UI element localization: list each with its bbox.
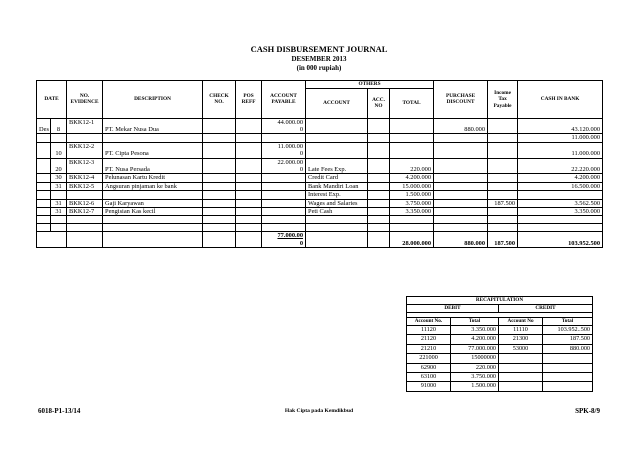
cell-evidence: BKK12-2 xyxy=(67,142,103,158)
cell-day: 30 xyxy=(51,174,67,182)
cell-other-total: 15.000.000 xyxy=(390,182,434,190)
cell-day: 31 xyxy=(51,207,67,215)
cell-evidence: BKK12-4 xyxy=(67,174,103,182)
header-description: DESCRIPTION xyxy=(103,81,203,119)
header-date: DATE xyxy=(37,81,67,119)
header-account-payable: ACCOUNT PAYABLE xyxy=(262,81,306,119)
journal-row xyxy=(37,191,603,199)
cell-other-total: 220.000 xyxy=(390,158,434,174)
blank-row xyxy=(37,224,603,232)
journal-title: CASH DISBURSEMENT JOURNAL xyxy=(250,44,388,54)
header-purchase-discount: PURCHASE DISCOUNT xyxy=(434,81,488,119)
cell-other-total xyxy=(390,118,434,134)
cell-day: 31 xyxy=(51,199,67,207)
footer-page: SPK-8/9 xyxy=(575,407,600,415)
recap-row: 63100 3.750.000 xyxy=(407,373,593,382)
journal-row xyxy=(37,158,603,174)
journal-row xyxy=(37,199,603,207)
header-acc-no: ACC. NO xyxy=(368,88,390,118)
total-discount: 880.000 xyxy=(434,232,488,248)
recap-credit-total-header: Total xyxy=(543,318,593,326)
cell-other-total: 1.500.000 xyxy=(390,191,434,199)
header-pos-reff: POS REFF xyxy=(236,81,262,119)
cell-account xyxy=(306,118,368,134)
header-account: ACCOUNT xyxy=(306,88,368,118)
recap-row: 91000 1.500.000 xyxy=(407,382,593,391)
cell-day: 31 xyxy=(51,182,67,190)
journal-row xyxy=(37,207,603,215)
cell-account-payable: 11.000.00 0 xyxy=(262,142,306,158)
cell-month: Des xyxy=(37,118,51,134)
cell-description: Angsuran pinjaman ke bank xyxy=(103,182,203,190)
footer-code: 6018-P1-13/14 xyxy=(38,407,81,415)
cell-other-total: 3.750.000 xyxy=(390,199,434,207)
recap-row: 62900 220.000 xyxy=(407,363,593,372)
cell-evidence: BKK12-6 xyxy=(67,199,103,207)
recap-row: 21120 4.200.000 21300 187.500 xyxy=(407,335,593,344)
cell-description: PT. Cipta Pesona xyxy=(103,142,203,158)
header-no-evidence: NO. EVIDENCE xyxy=(67,81,103,119)
cash-disbursement-journal-table xyxy=(36,80,603,248)
recap-row: 21210 77.000.000 53000 880.000 xyxy=(407,344,593,353)
cell-evidence: BKK12-5 xyxy=(67,182,103,190)
cell-description: Pelunasan Kartu Kredit xyxy=(103,174,203,182)
journal-row xyxy=(37,118,603,134)
footer-copyright: Hak Cipta pada Kemdikbud xyxy=(284,408,354,414)
cell-cash: 3.562.500 xyxy=(518,199,603,207)
cell-day: 8 xyxy=(51,118,67,134)
cell-day: 20 xyxy=(51,158,67,174)
cell-account: Interest Exp. xyxy=(306,191,368,199)
journal-row xyxy=(37,182,603,190)
cell-evidence: BKK12-3 xyxy=(67,158,103,174)
recap-row: 11120 3.350.000 11110 103.952..500 xyxy=(407,326,593,335)
cell-cash: 11.000.000 xyxy=(518,134,603,142)
cell-cash: 16.500.000 xyxy=(518,182,603,190)
cell-evidence: BKK12-7 xyxy=(67,207,103,215)
recap-row: 221000 15000000 xyxy=(407,354,593,363)
cell-account-payable: 22.000.00 0 xyxy=(262,158,306,174)
recapitulation-table xyxy=(406,296,593,392)
recap-credit: CREDIT xyxy=(499,305,593,313)
journal-row xyxy=(37,142,603,158)
cell-tax xyxy=(488,118,518,134)
totals-row xyxy=(37,232,603,248)
cell-description: PT. Nusa Persada xyxy=(103,158,203,174)
total-cash: 103.952.500 xyxy=(518,232,603,248)
cell-cash: 4.200.000 xyxy=(518,174,603,182)
header-income-tax-payable: Income Tax Payable xyxy=(488,81,518,119)
cell-other-total: 4.200.000 xyxy=(390,174,434,182)
recap-debit: DEBIT xyxy=(407,305,499,313)
journal-unit: (in 000 rupiah) xyxy=(296,64,342,72)
cell-account: Wages and Salaries xyxy=(306,199,368,207)
header-total: TOTAL xyxy=(390,88,434,118)
cell-cash: 11.000.000 xyxy=(518,142,603,158)
cell-cash: 43.120.000 xyxy=(518,118,603,134)
recap-debit-total-header: Total xyxy=(451,318,499,326)
cell-account: Late Fees Exp. xyxy=(306,158,368,174)
cell-evidence: BKK12-1 xyxy=(67,118,103,134)
total-tax: 187.500 xyxy=(488,232,518,248)
total-other: 28.000.000 xyxy=(390,232,434,248)
cell-description: Gaji Karyawan xyxy=(103,199,203,207)
cell-description: Pengisian Kas kecil xyxy=(103,207,203,215)
blank-row xyxy=(37,216,603,224)
header-others: OTHERS xyxy=(306,81,434,89)
recap-debit-account-header: Account No. xyxy=(407,318,451,326)
cell-description: PT. Mekar Nusa Dua xyxy=(103,118,203,134)
journal-period: DESEMBER 2013 xyxy=(291,55,347,63)
cell-account-payable: 44.000.00 0 xyxy=(262,118,306,134)
cell-account: Bank Mandiri Loan xyxy=(306,182,368,190)
recap-title: RECAPITULATION xyxy=(407,297,593,305)
recap-credit-account-header: Account No xyxy=(499,318,543,326)
cell-day: 10 xyxy=(51,142,67,158)
cell-account: Credit Card xyxy=(306,174,368,182)
header-cash-in-bank: CASH IN BANK xyxy=(518,81,603,119)
journal-row xyxy=(37,134,603,142)
cell-tax: 187.500 xyxy=(488,199,518,207)
journal-row xyxy=(37,174,603,182)
cell-cash: 3.350.000 xyxy=(518,207,603,215)
cell-other-total: 3.350.000 xyxy=(390,207,434,215)
cell-cash: 22.220.000 xyxy=(518,158,603,174)
cell-discount: 880.000 xyxy=(434,118,488,134)
header-check-no: CHECK NO. xyxy=(203,81,236,119)
total-account-payable: 77.000.00 0 xyxy=(262,232,306,248)
cell-account: Peti Cash xyxy=(306,207,368,215)
